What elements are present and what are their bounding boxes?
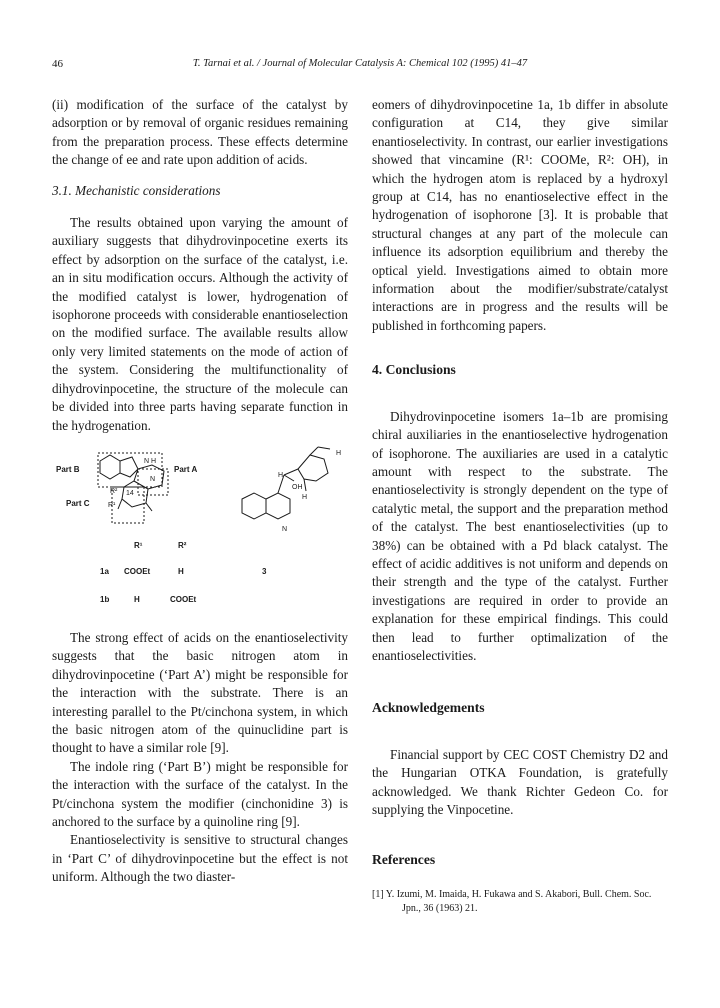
quinoline-ring-a xyxy=(242,493,266,519)
page-header xyxy=(52,58,668,74)
section-heading: 4. Conclusions xyxy=(372,362,456,378)
section-heading: References xyxy=(372,852,436,868)
paragraph: Dihydrovinpocetine isomers 1a–1b are promising chiral auxiliaries in the enantioselective hydrogenation of isophorone. The auxiliaries are used in a catalytic amount with respect to the substrate. The enantioselectivity is strongly dependent on the type of catalytic metal, the support and the preparation method of the catalyst. The best enantioselectivities (up to 38%) can be obtained with a Pd black catalyst. The effect of acidic additives is not uniform and depends on their strength and the type of the catalyst. Further investigations are required in order to provide an explanation for these empirical findings. This could then lead to further optimalization of the enantioselectivities. xyxy=(372,408,668,663)
r2-substituent-label: R² xyxy=(110,487,118,495)
page-number: 46 xyxy=(52,58,63,70)
quinoline-n-label: N xyxy=(282,525,288,533)
section-heading: Acknowledgements xyxy=(372,700,485,716)
benzene-ring xyxy=(100,455,120,479)
r1-value: COOEt xyxy=(124,566,151,576)
indole-n-label: N H xyxy=(144,457,157,465)
part-c-label: Part C xyxy=(66,498,90,508)
paragraph: The indole ring (‘Part B’) might be responsible for the interaction with the surface of the catalyst. In the Pt/cinchona system the modifier (cinchonidine 3) is anchored to the surface by a quinoline ring [9]. xyxy=(52,758,348,829)
paragraph: The results obtained upon varying the amount of auxiliary suggests that dihydrovinpocetine exerts its effect by adsorption on the surface of the catalyst, i.e. an in situ modification occurs. Although the activity of the modified catalyst is lower, hydrogenation of isophorone proceeds with considerable enantioselection on the modified surface. The available results allow only very limited statements on the mode of action of the system. Considering the multifunctionality of dihydrovinpocetine, the structure of the molecule can be divided into three parts having separate function in the hydrogenation. xyxy=(52,215,348,433)
column-header-r1: R¹ xyxy=(134,540,143,550)
paragraph: The strong effect of acids on the enantioselectivity suggests that the basic nitrogen atom in dihydrovinpocetine (‘Part A’) might be responsible for the interaction with the substrate. There is an interesting parallel to the Pt/cinchona system, in which the basic nitrogen atom of the quinuclidine part is thought to have a similar role [9]. xyxy=(52,629,348,756)
h-label: H xyxy=(302,493,308,501)
paragraph: Financial support by CEC COST Chemistry D2 and the Hungarian OTKA Foundation, is gratefully acknowledged. We thank Richter Gedeon Co. for supplying the Vinpocetine. xyxy=(372,746,668,817)
amine-n-label: N xyxy=(150,475,156,483)
compound-id: 3 xyxy=(262,566,267,576)
left-column xyxy=(52,96,348,887)
pyrrole-ring xyxy=(120,457,138,477)
r2-value: H xyxy=(178,566,184,576)
quinuclidine-ring xyxy=(298,455,328,481)
right-column xyxy=(372,96,668,916)
h-label: H xyxy=(278,471,284,479)
compound-id: 1b xyxy=(100,594,110,604)
r1-value: H xyxy=(134,594,140,604)
paragraph: Enantioselectivity is sensitive to structural changes in ‘Part C’ of dihydrovinpocetine but the effect is not uniform. Although the two diaster- xyxy=(52,832,348,885)
c14-label: 14 xyxy=(126,489,134,497)
subsection-heading: 3.1. Mechanistic considerations xyxy=(52,182,221,198)
structure-drawing xyxy=(52,445,348,621)
paragraph: (ii) modification of the surface of the catalyst by adsorption or by removal of organic residues remaining from the preparation process. These effects determine the change of ee and rate upon addition of acids. xyxy=(52,97,348,168)
chemical-structure-figure xyxy=(52,445,348,621)
running-head: T. Tarnai et al. / Journal of Molecular Catalysis A: Chemical 102 (1995) 41–47 xyxy=(192,58,528,69)
column-header-r2: R² xyxy=(178,540,187,550)
paragraph: eomers of dihydrovinpocetine 1a, 1b differ in absolute configuration at C14, they give similar enantioselectivity. In contrast, our earlier investigations showed that vincamine (R¹: COOMe, R²: OH), in which the hydrogen atom is replaced by a hydroxyl group at C14, has no enantioselective effect in the hydrogenation of isophorone [3]. It is probable that structural changes at any part of the molecule can influence its adsorption equilibrium and thereby the optical yield. Investigations aimed to obtain more information about the modifier/substrate/catalyst interactions are in progress and the results will be published in forthcoming papers. xyxy=(372,97,668,333)
r1-substituent-label: R¹ xyxy=(108,501,116,509)
quinoline-ring-b xyxy=(266,493,290,519)
part-a-label: Part A xyxy=(174,464,198,474)
r2-value: COOEt xyxy=(170,594,197,604)
compound-id: 1a xyxy=(100,566,109,576)
part-b-label: Part B xyxy=(56,464,80,474)
reference-item: [1] Y. Izumi, M. Imaida, H. Fukawa and S. Akabori, Bull. Chem. Soc. Jpn., 36 (1963) 21. xyxy=(372,888,652,914)
oh-label: OH xyxy=(292,483,303,491)
h-label: H xyxy=(336,449,342,457)
